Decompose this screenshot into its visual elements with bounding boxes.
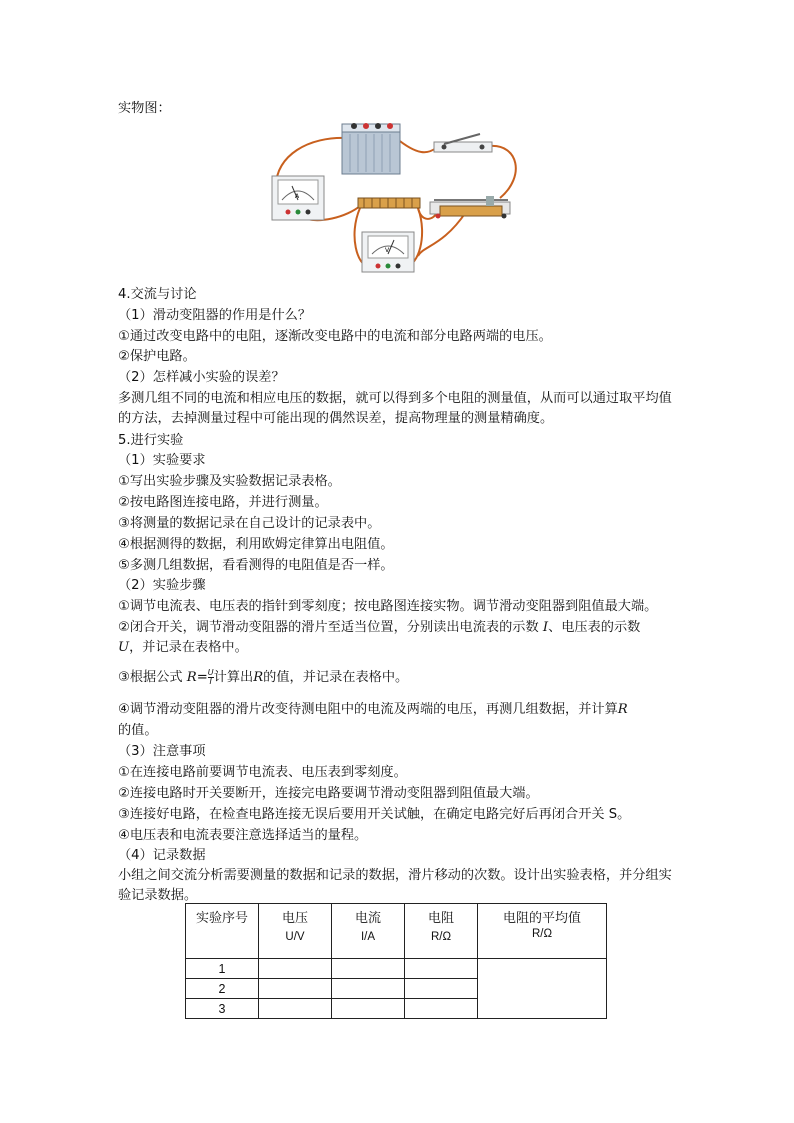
requirement-item: ④根据测得的数据，利用欧姆定律算出电阻值。	[118, 537, 394, 552]
trial-number-cell: 1	[186, 959, 259, 979]
requirement-item: ①写出实验步骤及实验数据记录表格。	[118, 474, 341, 489]
empty-cell	[259, 999, 332, 1019]
circuit-photo	[268, 116, 526, 278]
battery-icon	[342, 123, 400, 174]
rheostat-icon	[430, 196, 510, 219]
empty-cell	[332, 979, 405, 999]
header-current: 电流 I/A	[332, 904, 405, 959]
header-trial-number: 实验序号	[186, 904, 259, 959]
step-2-line1: ②闭合开关，调节滑动变阻器的滑片至适当位置，分别读出电流表的示数 I、电压表的示数	[118, 620, 641, 635]
data-record-table	[185, 903, 607, 1019]
empty-cell	[332, 999, 405, 1019]
empty-cell	[405, 999, 478, 1019]
wire	[396, 138, 436, 152]
trial-number-cell: 3	[186, 999, 259, 1019]
note-item: ④电压表和电流表要注意选择适当的量程。	[118, 828, 368, 843]
table-header-row	[186, 904, 607, 959]
resistor-icon	[358, 198, 420, 208]
subheading-record: （4）记录数据	[118, 848, 206, 863]
step-3: ③根据公式 R= $\frac{U}{I}$ 计算出R的值，并记录在表格中。	[118, 667, 409, 686]
note-item: ③连接好电路，在检查电路连接无误后要用开关试触，在确定电路完好后再闭合开关 S。	[118, 807, 631, 822]
switch-icon	[434, 134, 492, 152]
requirement-item: ③将测量的数据记录在自己设计的记录表中。	[118, 516, 381, 531]
header-resistance: 电阻 R/Ω	[405, 904, 478, 959]
voltmeter-letter: V	[385, 247, 390, 254]
record-instructions: 小组之间交流分析需要测量的数据和记录的数据，滑片移动的次数。设计出实验表格，并分组实验记录数据。	[118, 868, 672, 903]
requirement-item: ⑤多测几组数据，看看测得的电阻值是否一样。	[118, 558, 394, 573]
empty-cell	[405, 979, 478, 999]
average-cell	[478, 959, 607, 1019]
answer-2: 多测几组不同的电流和相应电压的数据，就可以得到多个电阻的测量值，从而可以通过取平均值的方法，去掉测量过程中可能出现的偶然误差，提高物理量的测量精确度。	[118, 391, 672, 426]
trial-number-cell: 2	[186, 979, 259, 999]
step-1: ①调节电流表、电压表的指针到零刻度；按电路图连接实物。调节滑动变阻器到阻值最大端。	[118, 599, 658, 614]
table-row	[186, 959, 607, 979]
ammeter-letter: A	[295, 193, 300, 200]
header-voltage: 电压 U/V	[259, 904, 332, 959]
answer-1-1: ①通过改变电路中的电阻，逐渐改变电路中的电流和部分电路两端的电压。	[118, 329, 552, 344]
question-2: （2）怎样减小实验的误差？	[118, 370, 285, 385]
ammeter-icon	[272, 176, 324, 220]
empty-cell	[332, 959, 405, 979]
figure-label: 实物图：	[118, 101, 171, 116]
empty-cell	[259, 979, 332, 999]
note-item: ②连接电路时开关要断开，连接完电路要调节滑动变阻器到阻值最大端。	[118, 786, 539, 801]
empty-cell	[259, 959, 332, 979]
voltmeter-icon	[362, 232, 414, 272]
step-4-line2: 的值。	[118, 723, 158, 738]
answer-1-2: ②保护电路。	[118, 349, 196, 364]
question-1: （1）滑动变阻器的作用是什么？	[118, 308, 312, 323]
requirement-item: ②按电路图连接电路，并进行测量。	[118, 495, 328, 510]
formula-fraction: $\frac{U}{I}$	[207, 667, 214, 686]
note-item: ①在连接电路前要调节电流表、电压表到零刻度。	[118, 765, 407, 780]
wire	[490, 146, 516, 198]
step-4-line1: ④调节滑动变阻器的滑片改变待测电阻中的电流及两端的电压，再测几组数据，并计算R	[118, 702, 628, 717]
empty-cell	[405, 959, 478, 979]
section4-title: 4.交流与讨论	[118, 287, 197, 302]
section5-title: 5.进行实验	[118, 433, 184, 448]
subheading-steps: （2）实验步骤	[118, 578, 206, 593]
step-2-line2: U，并记录在表格中。	[118, 640, 248, 655]
subheading-requirements: （1）实验要求	[118, 453, 206, 468]
subheading-notes: （3）注意事项	[118, 744, 206, 759]
header-average-resistance: 电阻的平均值 R/Ω	[478, 904, 607, 959]
